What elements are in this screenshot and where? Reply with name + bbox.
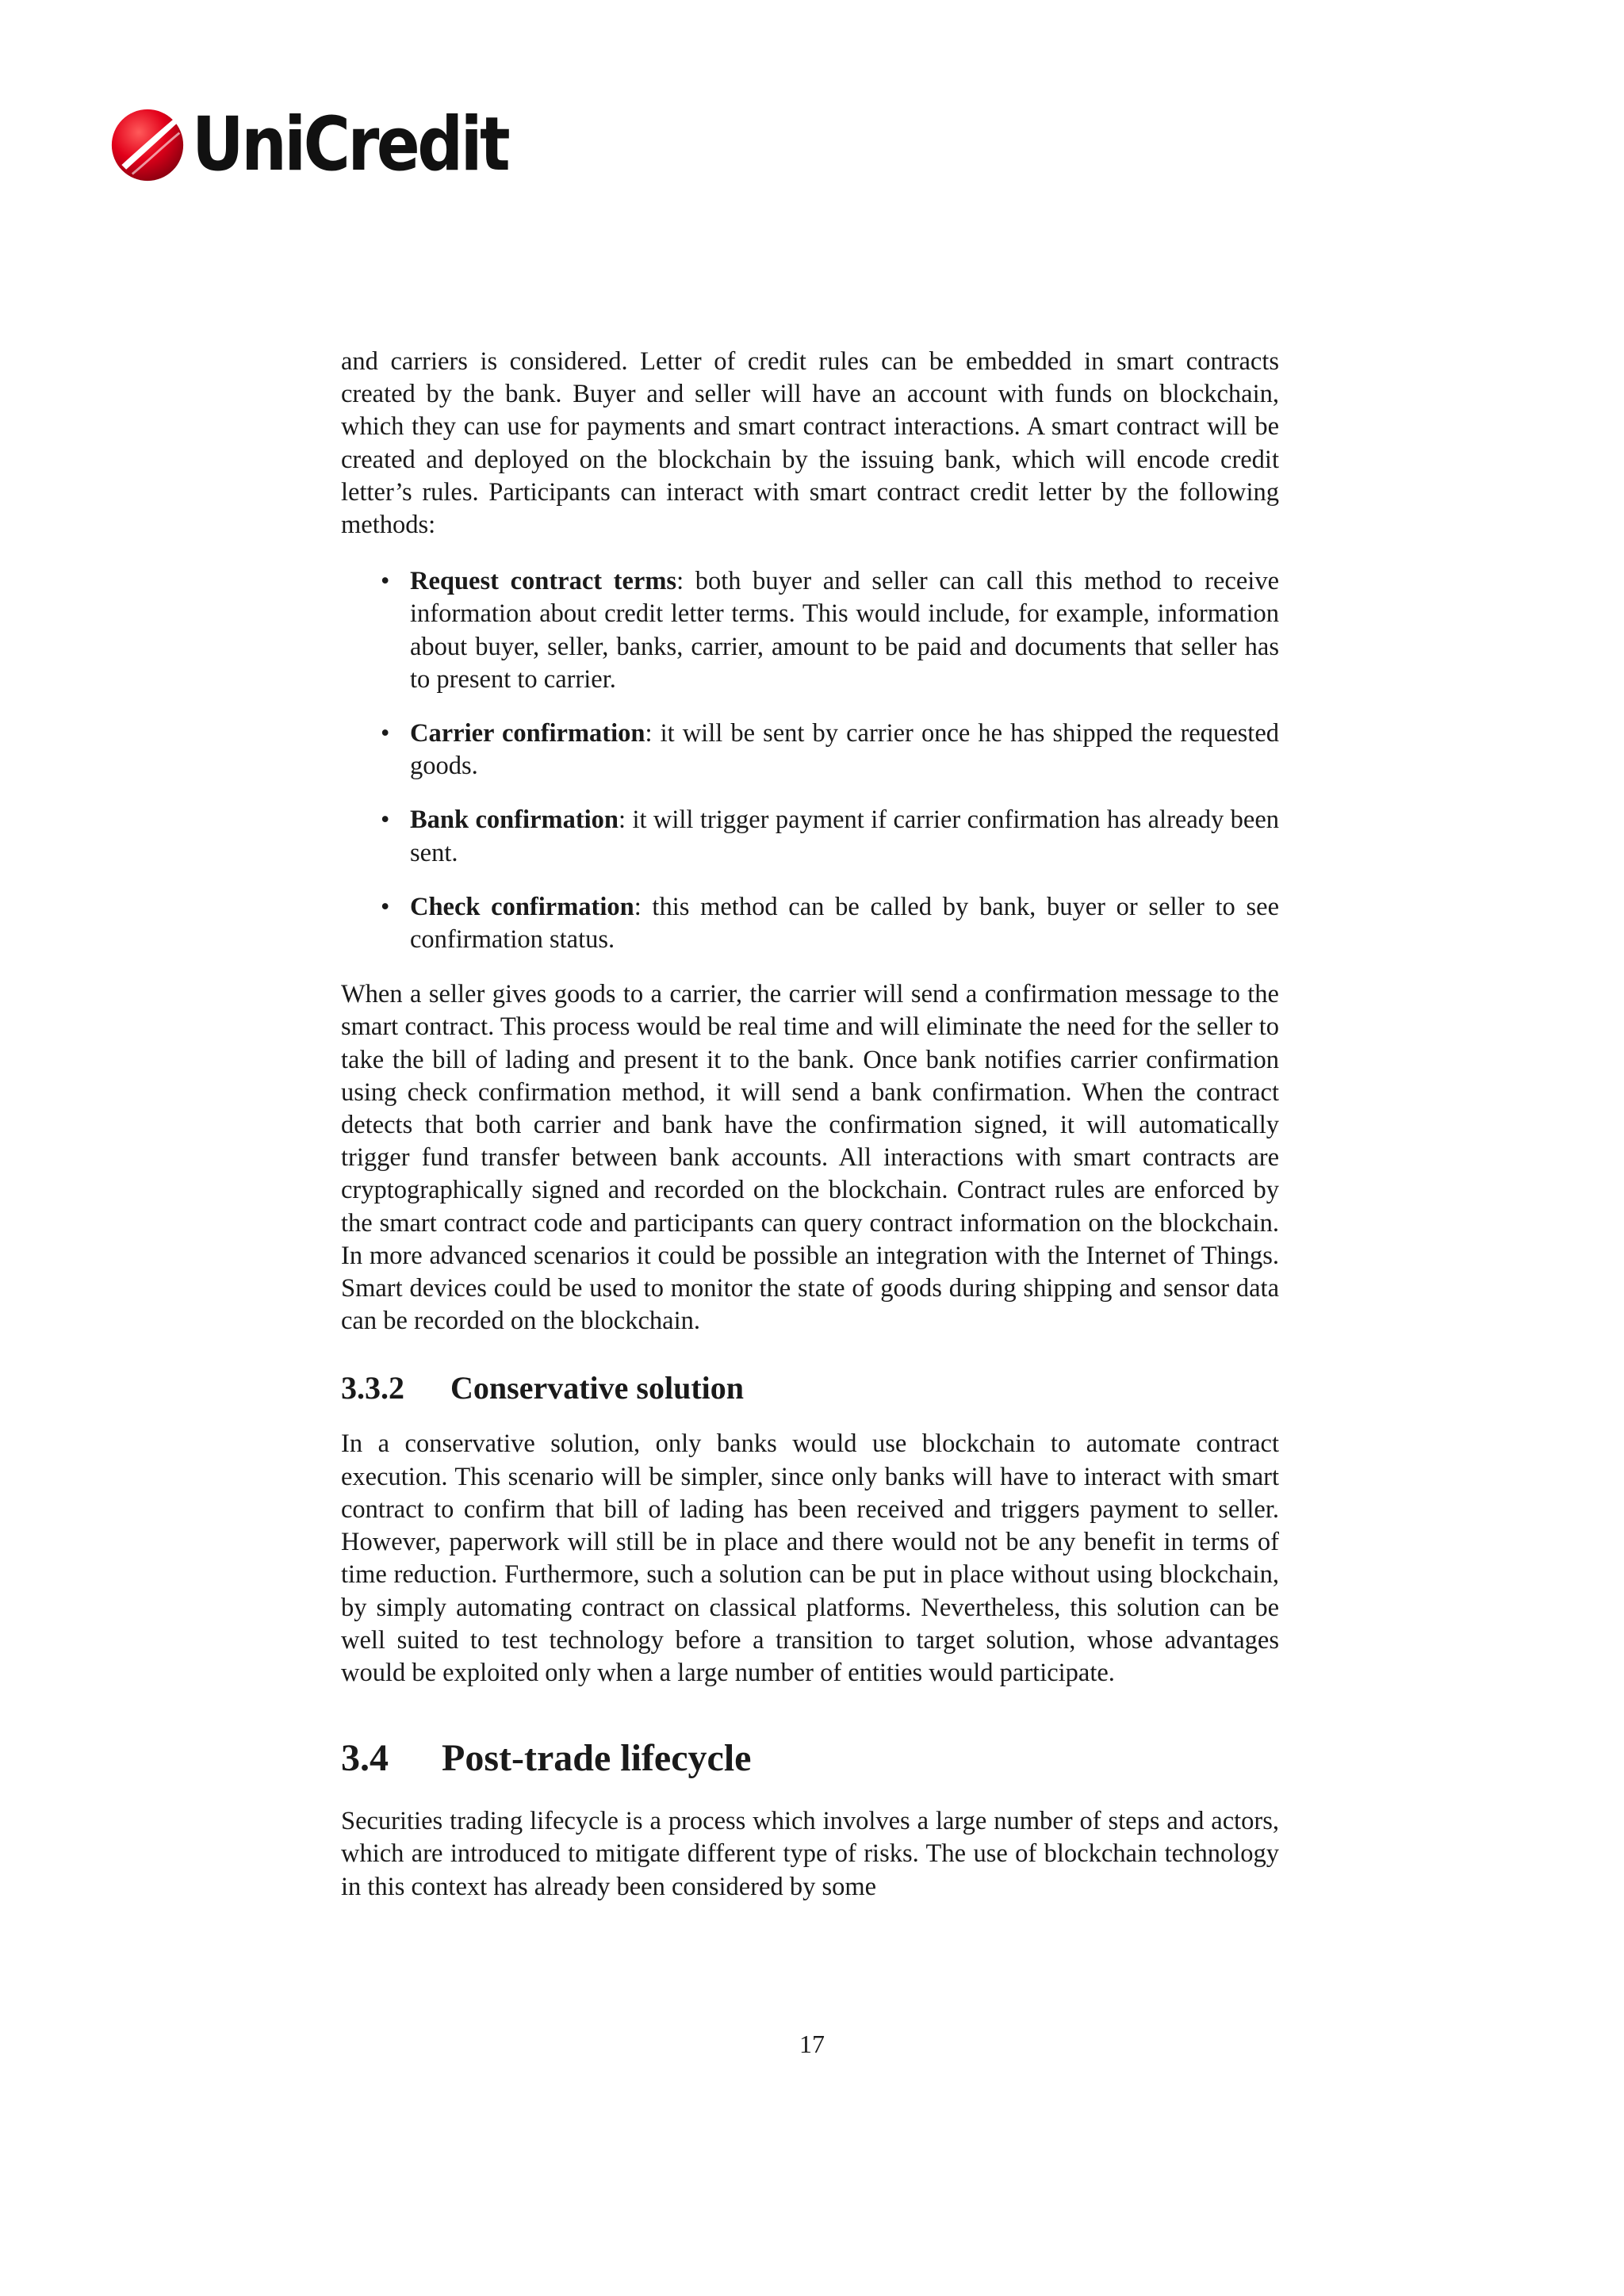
conservative-solution-paragraph: In a conservative solution, only banks would use blockchain to automate contract execution. This scenario will be simpler, since only banks will have to interact with smart contract to confirm that bill of lading has been received and triggers payment to seller. However, paperwork will still be in place and there would not be any benefit in terms of time reduction. Furthermore, such a solution can be put in place without using blockchain, by simply automating contract on classical platforms. Nevertheless, this solution can be well suited to test technology before a transition to target solution, whose advantages would be exploited only when a large number of entities would participate. (341, 1429, 1279, 1687)
intro-paragraph: and carriers is considered. Letter of credit rules can be embedded in smart contracts created by the bank. Buyer and seller will have an account with funds on blockchain, which they can use for payments and smart contract interactions. A smart contract will be created and deployed on the blockchain by the issuing bank, which will encode credit letter’s rules. Participants can interact with smart contract credit letter by the following methods: (341, 347, 1279, 540)
method-term: Carrier confirmation (410, 719, 645, 748)
page-body (341, 346, 1279, 1904)
bullet-icon: • (381, 806, 390, 835)
method-term: Check confirmation (410, 892, 634, 921)
list-item-carrier-confirmation (341, 718, 1279, 783)
bullet-icon: • (381, 892, 390, 921)
bullet-icon: • (381, 567, 390, 596)
method-description: : it will trigger payment if carrier confirmation has already been sent. (410, 806, 1279, 867)
method-description: : both buyer and seller can call this method to receive information about credit letter terms. This would include, for example, information about buyer, seller, banks, carrier, amount to be paid and documents that seller has to present to carrier. (410, 567, 1279, 694)
list-item-bank-confirmation (341, 804, 1279, 869)
post-trade-paragraph: Securities trading lifecycle is a process which involves a large number of steps and actors, which are introduced to mitigate different type of risks. The use of blockchain technology in this context has already been considered by some (341, 1807, 1279, 1901)
unicredit-logo (109, 101, 559, 189)
list-item-check-confirmation (341, 891, 1279, 956)
section-heading: 3.4 Post-trade lifecycle (341, 1737, 752, 1780)
methods-list (341, 565, 1279, 956)
method-description: : this method can be called by bank, buyer or seller to see confirmation status. (410, 892, 1279, 955)
page-number: 17 (799, 2030, 825, 2058)
list-item-request-contract-terms (341, 565, 1279, 696)
method-term: Bank confirmation (410, 806, 619, 835)
unicredit-logo-mark-icon (109, 107, 186, 183)
section-title: Post-trade lifecycle (442, 1737, 752, 1780)
bullet-icon: • (381, 719, 390, 748)
flow-paragraph: When a seller gives goods to a carrier, the carrier will send a confirmation message to the smart contract. This process would be real time and will eliminate the need for the seller to take the bill of lading and present it to the bank. Once bank notifies carrier confirmation using check confirmation method, it will send a bank confirmation. When the contract detects that both carrier and bank have the confirmation signed, it will automatically trigger fund transfer between bank accounts. All interactions with smart contracts are cryptographically signed and recorded on the blockchain. Contract rules are enforced by the smart contract code and participants can query contract information on the blockchain. In more advanced scenarios it could be possible an integration with the Internet of Things. Smart devices could be used to monitor the state of goods during shipping and sensor data can be recorded on the blockchain. (341, 980, 1279, 1336)
logo-wordmark: UniCredit (192, 101, 508, 188)
subsection-title: Conservative solution (450, 1370, 744, 1406)
method-description: : it will be sent by carrier once he has shipped the requested goods. (410, 719, 1279, 781)
method-term: Request contract terms (410, 567, 677, 596)
subsection-heading: 3.3.2 Conservative solution (341, 1370, 744, 1406)
